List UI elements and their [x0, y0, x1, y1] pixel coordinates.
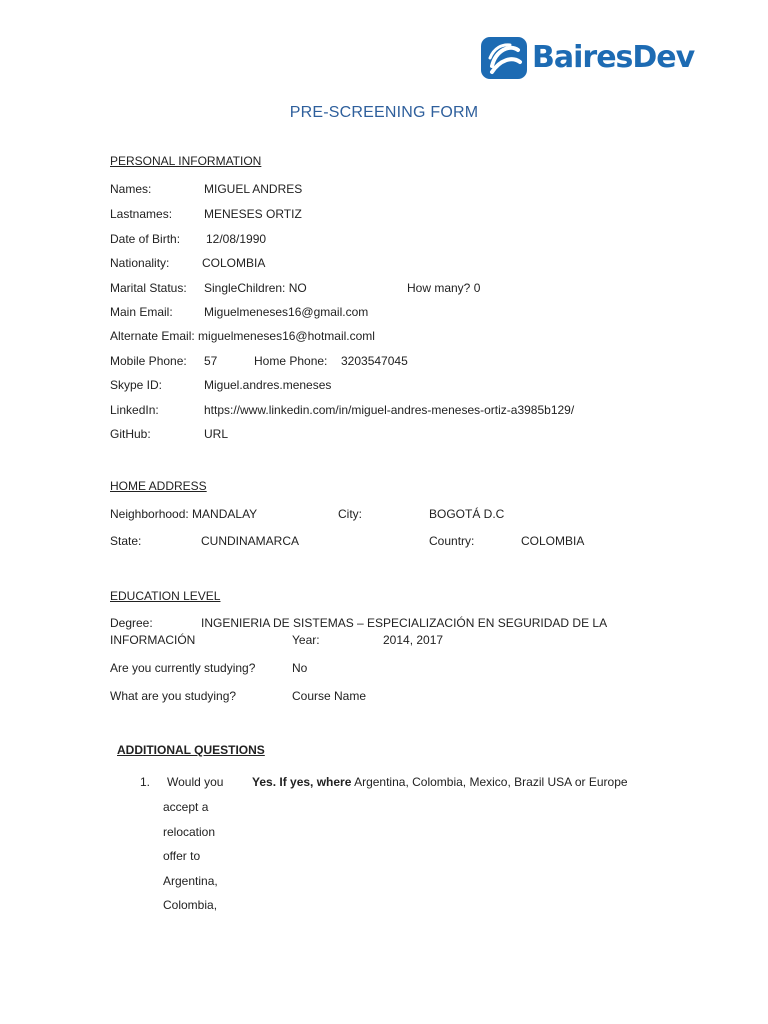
home-phone-label: Home Phone:: [254, 354, 328, 368]
currently-studying-value: No: [292, 661, 308, 675]
dob-label: Date of Birth:: [110, 232, 181, 246]
year-value: 2014, 2017: [383, 633, 444, 647]
state-value: CUNDINAMARCA: [201, 534, 300, 548]
question-text-line: relocation: [163, 825, 216, 839]
mobile-phone-label: Mobile Phone:: [110, 354, 187, 368]
bairesdev-logo-icon: [480, 36, 528, 80]
education-level-heading: EDUCATION LEVEL: [110, 589, 221, 603]
marital-status-value: SingleChildren: NO: [204, 281, 307, 295]
main-email-value: Miguelmeneses16@gmail.com: [204, 305, 369, 319]
home-address-heading: HOME ADDRESS: [110, 479, 207, 493]
marital-status-label: Marital Status:: [110, 281, 187, 295]
linkedin-value: https://www.linkedin.com/in/miguel-andres-meneses-ortiz-a3985b129/: [204, 403, 575, 417]
github-label: GitHub:: [110, 427, 151, 441]
state-label: State:: [110, 534, 142, 548]
degree-value-line1: INGENIERIA DE SISTEMAS – ESPECIALIZACIÓN EN SEGURIDAD DE LA: [201, 616, 608, 630]
question-number: 1.: [140, 775, 151, 789]
year-label: Year:: [292, 633, 320, 647]
brand-name: BairesDev: [532, 40, 695, 75]
github-value: URL: [204, 427, 229, 441]
answer-rest: Argentina, Colombia, Mexico, Brazil USA or Europe: [351, 775, 628, 789]
skype-label: Skype ID:: [110, 378, 163, 392]
nationality-value: COLOMBIA: [202, 256, 266, 270]
city-label: City:: [338, 507, 362, 521]
alternate-email: Alternate Email: miguelmeneses16@hotmail.coml: [110, 329, 375, 343]
nationality-label: Nationality:: [110, 256, 170, 270]
additional-questions-heading: ADDITIONAL QUESTIONS: [117, 743, 265, 757]
question-text-line: offer to: [163, 849, 201, 863]
what-studying-value: Course Name: [292, 689, 367, 703]
answer-bold: Yes. If yes, where: [252, 775, 352, 789]
question-text-line: Argentina,: [163, 874, 218, 888]
page-title: PRE-SCREENING FORM: [289, 104, 479, 121]
country-label: Country:: [429, 534, 475, 548]
dob-value: 12/08/1990: [206, 232, 267, 246]
question-text-line: Colombia,: [163, 898, 218, 912]
neighborhood: Neighborhood: MANDALAY: [110, 507, 258, 521]
answer: [252, 775, 628, 789]
what-studying-label: What are you studying?: [110, 689, 237, 703]
skype-value: Miguel.andres.meneses: [204, 378, 332, 392]
names-label: Names:: [110, 182, 152, 196]
names-value: MIGUEL ANDRES: [204, 182, 303, 196]
question-text-line: accept a: [163, 800, 209, 814]
degree-label: Degree:: [110, 616, 153, 630]
main-email-label: Main Email:: [110, 305, 173, 319]
children-count: How many? 0: [407, 281, 481, 295]
country-value: COLOMBIA: [521, 534, 585, 548]
mobile-phone-value: 57: [204, 354, 218, 368]
question-text-line: Would you: [167, 775, 224, 789]
degree-value-line2: INFORMACIÓN: [110, 633, 196, 647]
home-phone-value: 3203547045: [341, 354, 408, 368]
currently-studying-label: Are you currently studying?: [110, 661, 256, 675]
linkedin-label: LinkedIn:: [110, 403, 159, 417]
personal-information-heading: PERSONAL INFORMATION: [110, 154, 262, 168]
city-value: BOGOTÁ D.C: [429, 507, 505, 521]
lastnames-label: Lastnames:: [110, 207, 173, 221]
lastnames-value: MENESES ORTIZ: [204, 207, 302, 221]
